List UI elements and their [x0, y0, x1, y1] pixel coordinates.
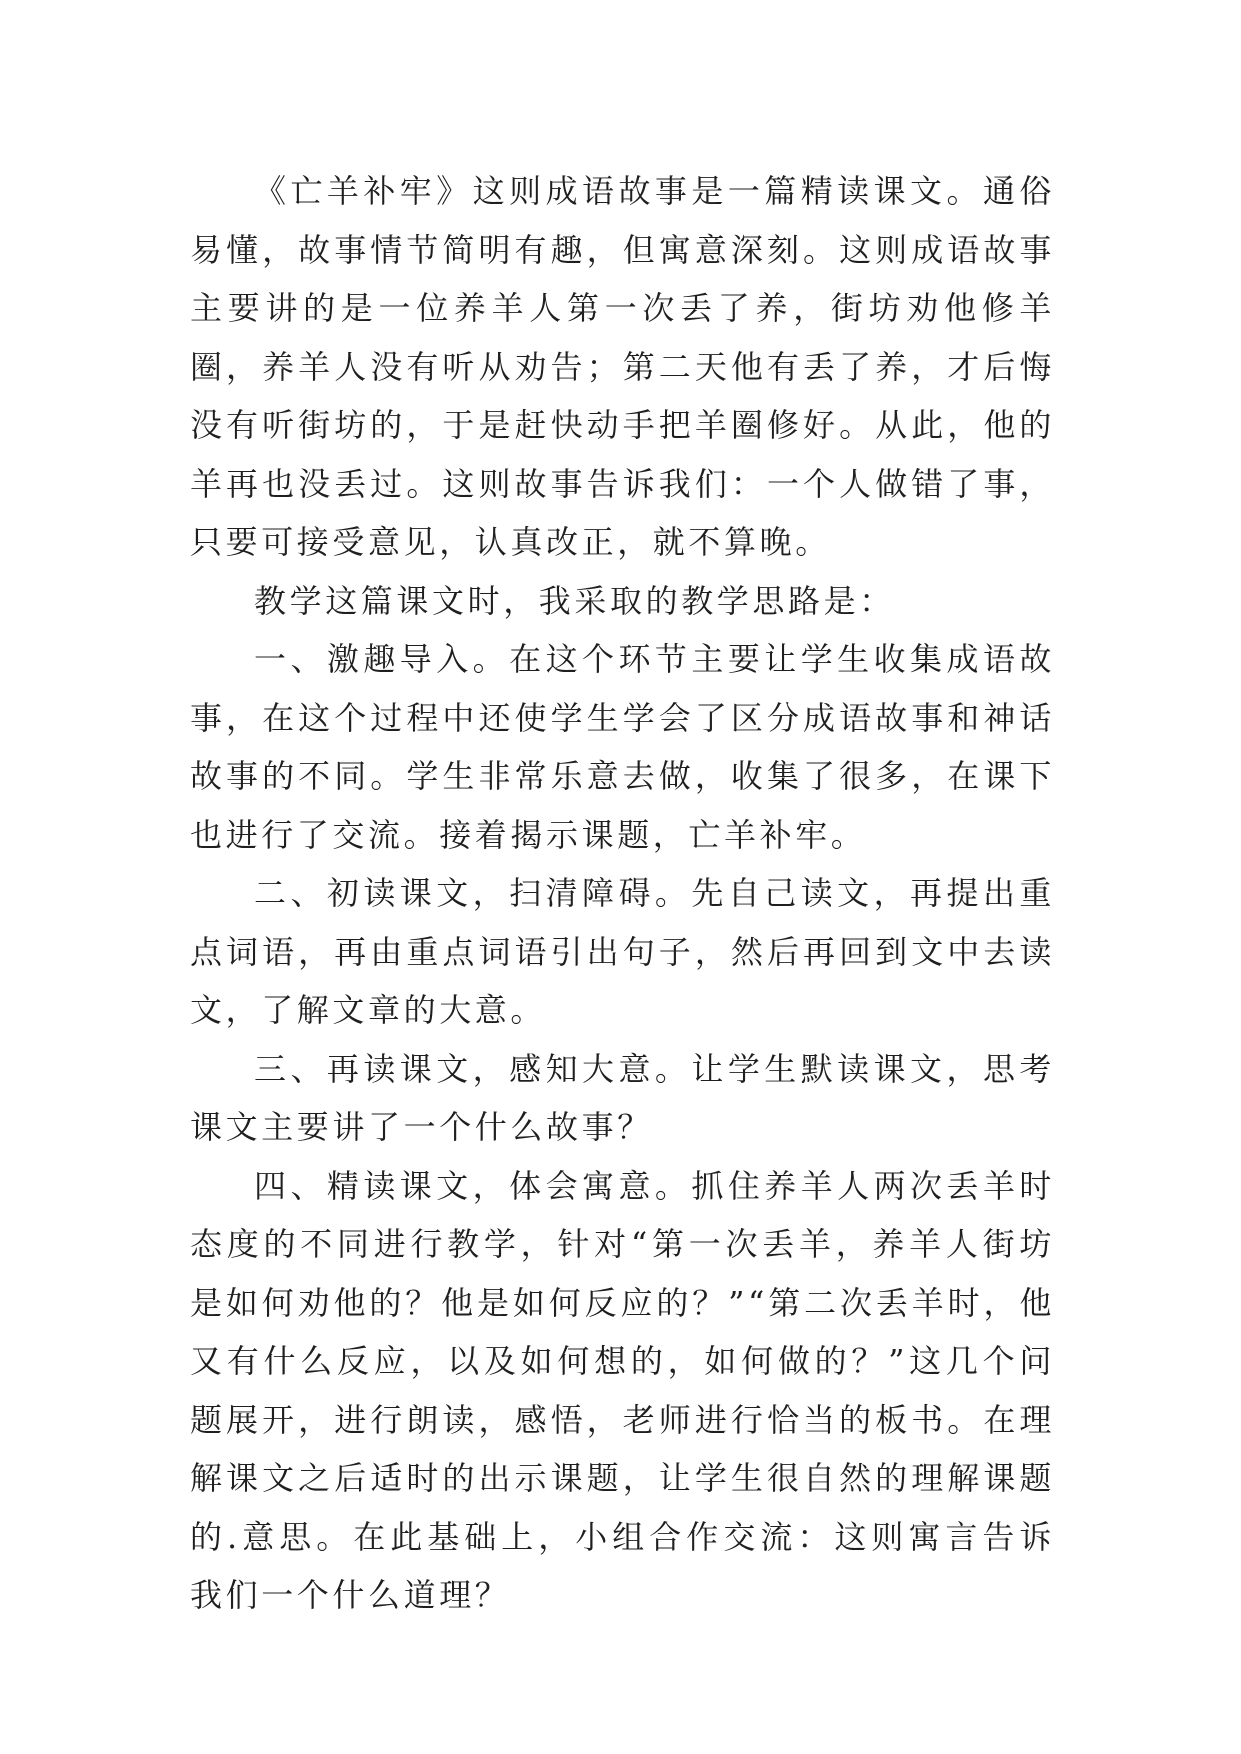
paragraph-step-three: 三、再读课文，感知大意。让学生默读课文，思考课文主要讲了一个什么故事？ — [190, 1049, 1055, 1146]
document-body — [190, 162, 1055, 1625]
paragraph-step-two: 二、初读课文，扫清障碍。先自己读文，再提出重点词语，再由重点词语引出句子，然后再回到文中去读文，了解文章的大意。 — [190, 874, 1055, 1029]
paragraph-step-four: 四、精读课文，体会寓意。抓住养羊人两次丢羊时态度的不同进行教学，针对“第一次丢羊，养羊人街坊是如何劝他的？他是如何反应的？”“第二次丢羊时，他又有什么反应，以及如何想的，如何做的？”这几个问题展开，进行朗读，感悟，老师进行恰当的板书。在理解课文之后适时的出示课题，让学生很自然的理解课题的.意思。在此基础上，小组合作交流：这则寓言告诉我们一个什么道理？ — [190, 1166, 1055, 1614]
paragraph-step-one: 一、激趣导入。在这个环节主要让学生收集成语故事，在这个过程中还使学生学会了区分成语故事和神话故事的不同。学生非常乐意去做，收集了很多，在课下也进行了交流。接着揭示课题，亡羊补牢。 — [190, 640, 1055, 854]
paragraph-teaching-approach: 教学这篇课文时，我采取的教学思路是： — [254, 581, 895, 620]
paragraph-intro: 《亡羊补牢》这则成语故事是一篇精读课文。通俗易懂，故事情节简明有趣，但寓意深刻。这则成语故事主要讲的是一位养羊人第一次丢了养，街坊劝他修羊圈，养羊人没有听从劝告；第二天他有丢了养，才后悔没有听街坊的，于是赶快动手把羊圈修好。从此，他的羊再也没丢过。这则故事告诉我们：一个人做错了事，只要可接受意见，认真改正，就不算晚。 — [190, 172, 1055, 561]
